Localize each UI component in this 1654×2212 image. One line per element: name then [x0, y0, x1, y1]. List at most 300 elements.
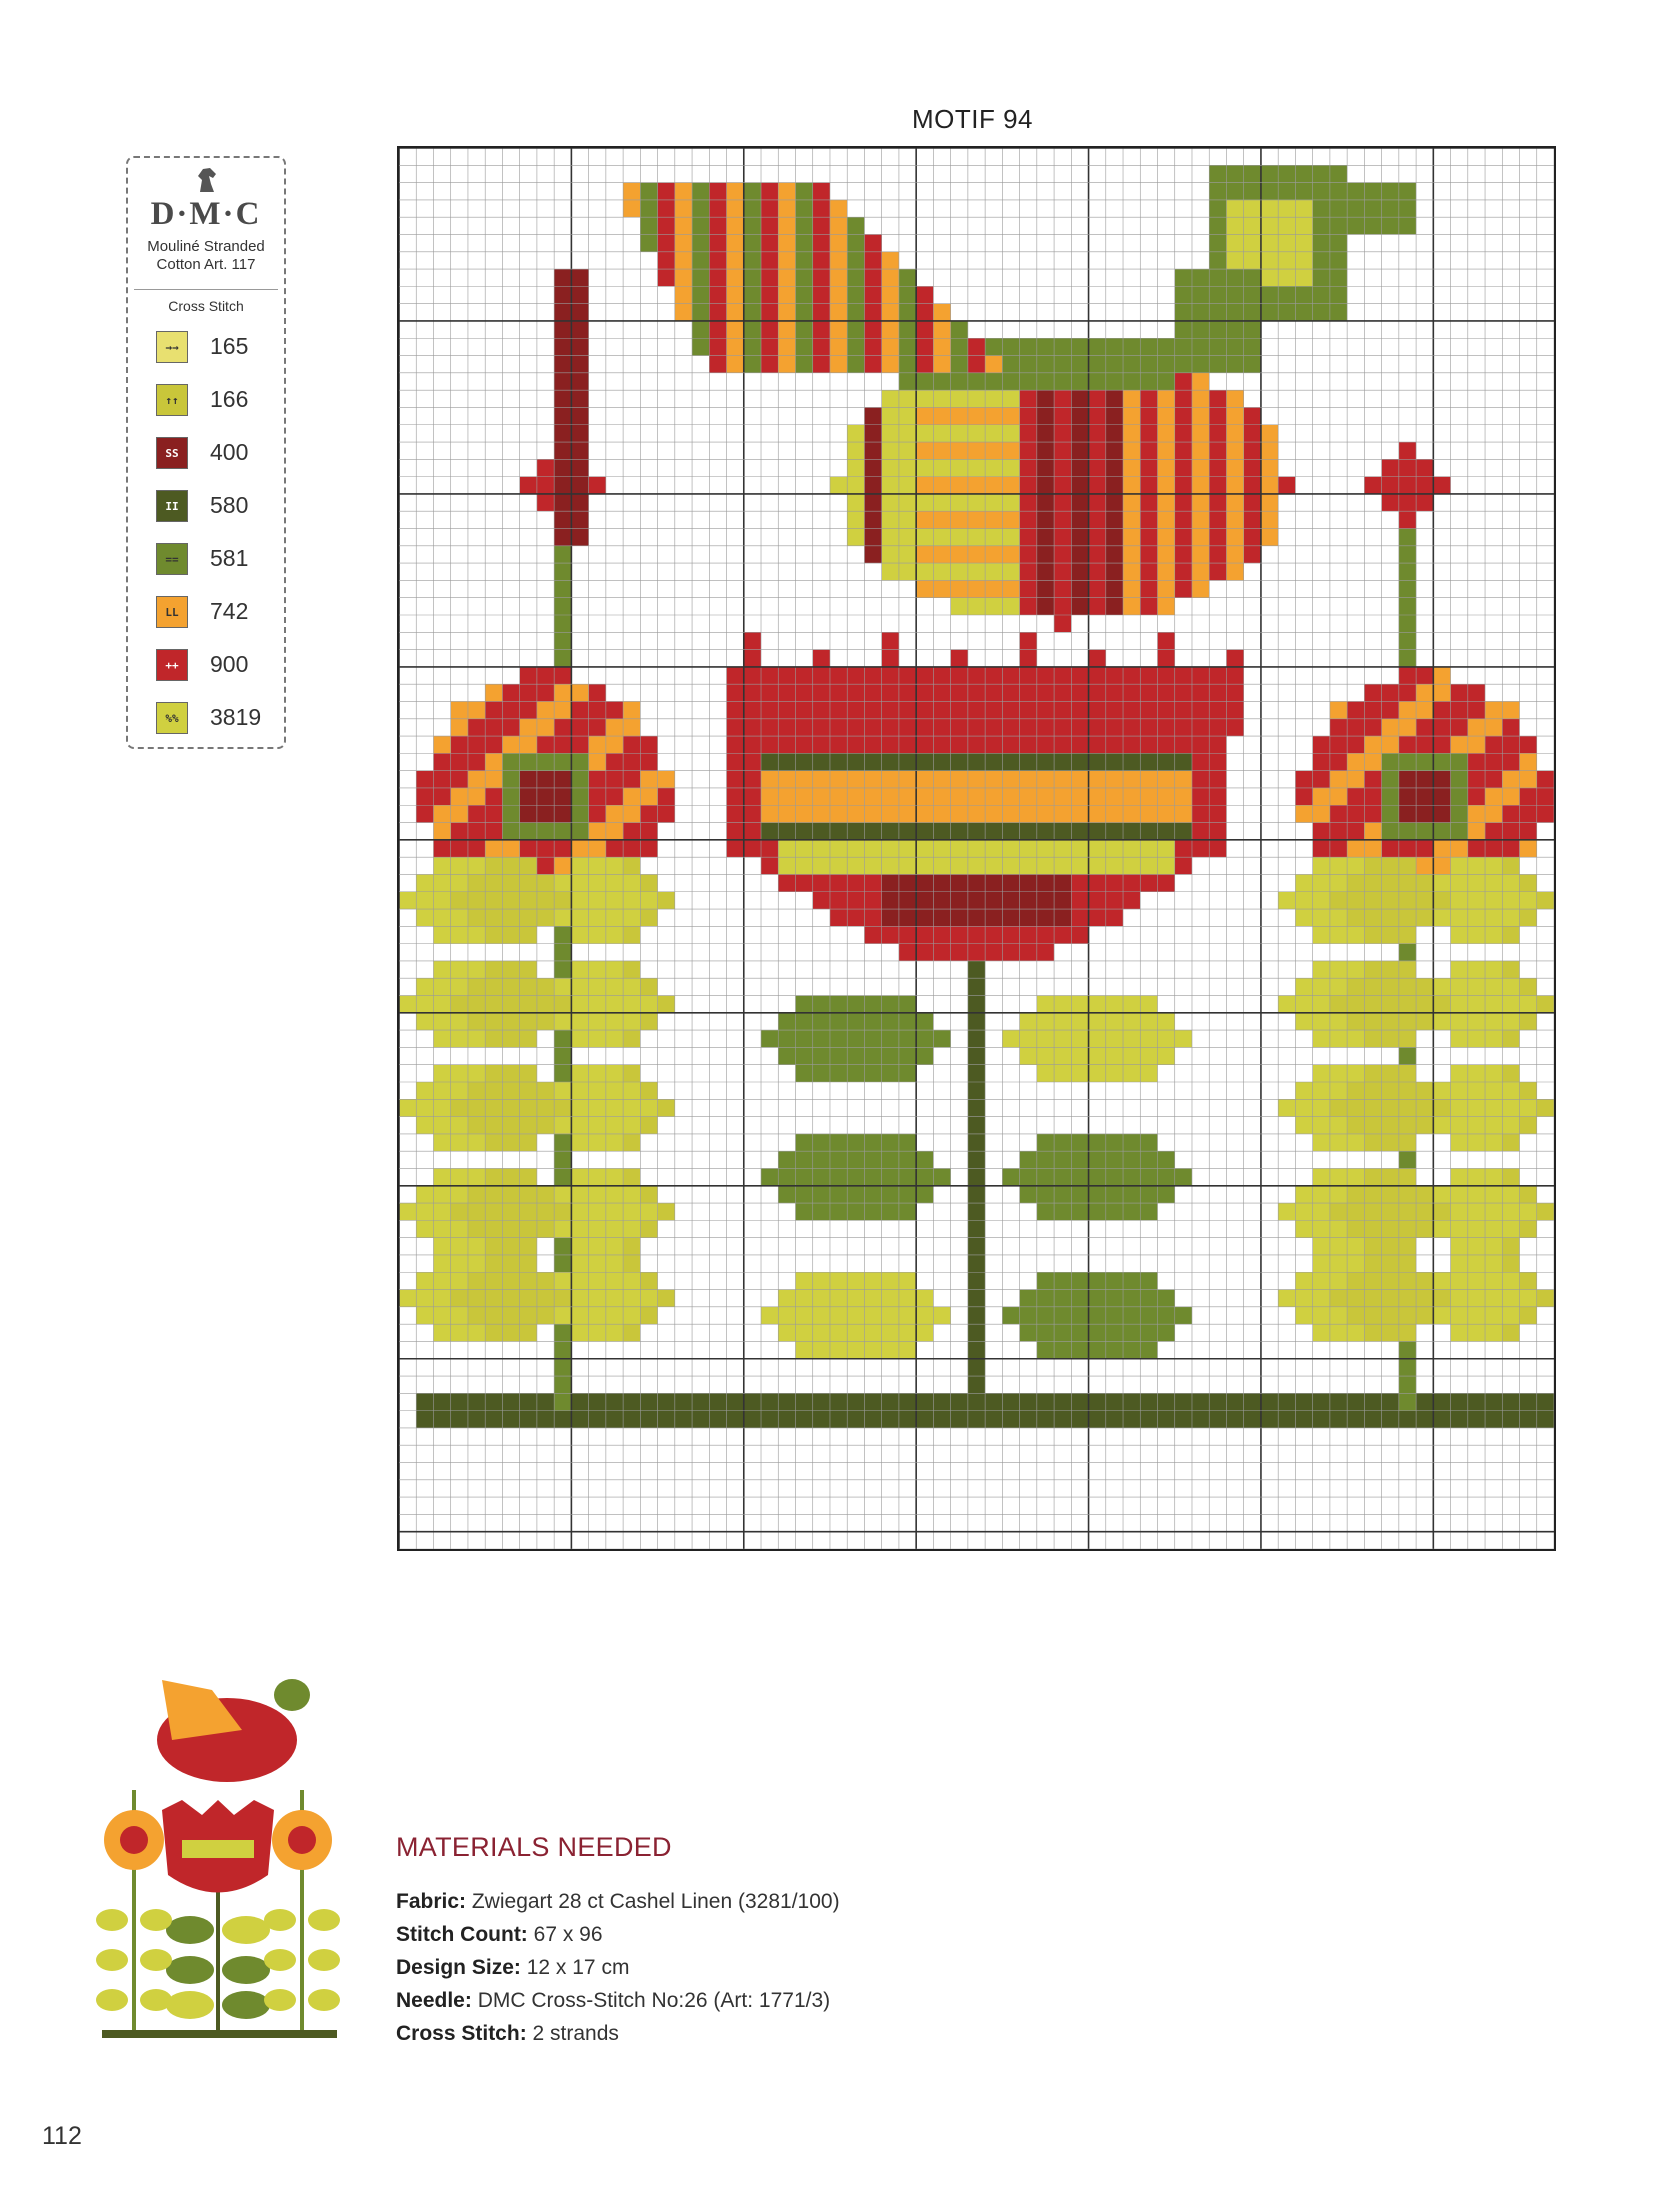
stitch-400: [1071, 563, 1088, 580]
stitch-900: [1347, 805, 1364, 822]
stitch-900: [589, 684, 606, 701]
stitch-400: [1037, 546, 1054, 563]
stitch-3819: [1502, 1117, 1519, 1134]
stitch-166: [520, 1168, 537, 1185]
stitch-3819: [1226, 217, 1243, 234]
stitch-3819: [571, 926, 588, 943]
stitch-3819: [640, 1203, 657, 1220]
stitch-581: [502, 771, 519, 788]
stitch-742: [847, 805, 864, 822]
stitch-581: [847, 1203, 864, 1220]
stitch-166: [1364, 926, 1381, 943]
stitch-742: [1226, 477, 1243, 494]
cross-stitch-label: Cross Stitch:: [396, 2022, 527, 2045]
stitch-3819: [433, 1324, 450, 1341]
stitch-900: [864, 321, 881, 338]
stitch-166: [520, 1013, 537, 1030]
stitch-400: [554, 529, 571, 546]
stitch-3819: [1433, 1082, 1450, 1099]
stitch-900: [761, 200, 778, 217]
stitch-900: [813, 736, 830, 753]
stitch-400: [1037, 494, 1054, 511]
legend-item-742: [156, 593, 276, 629]
stitch-900: [864, 338, 881, 355]
stitch-742: [916, 546, 933, 563]
stitch-3819: [847, 1272, 864, 1289]
stitch-3819: [589, 1290, 606, 1307]
stitch-3819: [606, 978, 623, 995]
stitch-3819: [916, 1307, 933, 1324]
stitch-900: [1140, 546, 1157, 563]
stitch-742: [1261, 425, 1278, 442]
stitch-3819: [571, 1117, 588, 1134]
stitch-580: [968, 1238, 985, 1255]
stitch-742: [1399, 701, 1416, 718]
stitch-580: [830, 823, 847, 840]
stitch-581: [864, 1134, 881, 1151]
stitch-742: [1330, 701, 1347, 718]
stitch-581: [1123, 1186, 1140, 1203]
stitch-400: [1416, 771, 1433, 788]
stitch-742: [830, 321, 847, 338]
stitch-900: [1209, 736, 1226, 753]
stitch-900: [1089, 529, 1106, 546]
stitch-3819: [1485, 1013, 1502, 1030]
stitch-900: [1399, 459, 1416, 476]
stitch-581: [1382, 805, 1399, 822]
stitch-3819: [433, 978, 450, 995]
stitch-3819: [451, 926, 468, 943]
stitch-580: [623, 1393, 640, 1410]
stitch-400: [1037, 598, 1054, 615]
stitch-742: [727, 217, 744, 234]
design-size-line: [396, 1956, 629, 1980]
stitch-900: [709, 304, 726, 321]
stitch-166: [485, 874, 502, 891]
stitch-580: [1140, 1393, 1157, 1410]
legend-item-166: [156, 381, 276, 417]
stitch-581: [1054, 373, 1071, 390]
stitch-166: [468, 1099, 485, 1116]
stitch-3819: [899, 563, 916, 580]
stitch-900: [1020, 511, 1037, 528]
stitch-3819: [1089, 996, 1106, 1013]
stitch-900: [951, 701, 968, 718]
stitch-900: [1330, 840, 1347, 857]
stitch-166: [623, 961, 640, 978]
stitch-742: [640, 771, 657, 788]
stitch-742: [1089, 805, 1106, 822]
stitch-580: [951, 823, 968, 840]
stitch-742: [1020, 771, 1037, 788]
stitch-581: [571, 753, 588, 770]
stitch-581: [899, 373, 916, 390]
stitch-3819: [1020, 840, 1037, 857]
stitch-742: [1382, 719, 1399, 736]
stitch-581: [916, 1013, 933, 1030]
stitch-581: [1054, 1341, 1071, 1358]
stitch-581: [813, 1065, 830, 1082]
stitch-166: [1502, 1134, 1519, 1151]
stitch-900: [1037, 944, 1054, 961]
stitch-3819: [1502, 1272, 1519, 1289]
stitch-3819: [571, 874, 588, 891]
stitch-742: [916, 511, 933, 528]
stitch-3819: [1313, 1134, 1330, 1151]
stitch-3819: [1330, 1307, 1347, 1324]
stitch-742: [623, 788, 640, 805]
stitch-742: [1123, 390, 1140, 407]
stitch-581: [1037, 1151, 1054, 1168]
stitch-900: [899, 684, 916, 701]
stitch-580: [1123, 753, 1140, 770]
stitch-581: [1020, 1151, 1037, 1168]
stitch-3819: [1278, 200, 1295, 217]
stitch-900: [1123, 667, 1140, 684]
stitch-581: [1192, 269, 1209, 286]
stitch-166: [502, 1168, 519, 1185]
stitch-900: [1140, 719, 1157, 736]
stitch-166: [1364, 1272, 1381, 1289]
stitch-581: [778, 1047, 795, 1064]
stitch-900: [1020, 529, 1037, 546]
stitch-166: [1382, 1134, 1399, 1151]
stitch-166: [468, 1203, 485, 1220]
stitch-742: [761, 788, 778, 805]
stitch-581: [571, 788, 588, 805]
stitch-3819: [606, 996, 623, 1013]
stitch-742: [1192, 511, 1209, 528]
stitch-742: [1226, 546, 1243, 563]
stitch-400: [537, 771, 554, 788]
stitch-581: [1330, 252, 1347, 269]
stitch-3819: [1313, 978, 1330, 995]
stitch-581: [795, 304, 812, 321]
stitch-900: [916, 286, 933, 303]
stitch-3819: [554, 1186, 571, 1203]
stitch-900: [1089, 390, 1106, 407]
stitch-3819: [1451, 1168, 1468, 1185]
stitch-900: [485, 788, 502, 805]
stitch-581: [1071, 1168, 1088, 1185]
stitch-3819: [606, 1272, 623, 1289]
stitch-742: [830, 217, 847, 234]
stitch-900: [727, 771, 744, 788]
stitch-3819: [1313, 1203, 1330, 1220]
stitch-900: [1502, 823, 1519, 840]
stitch-3819: [433, 1272, 450, 1289]
stitch-166: [520, 1186, 537, 1203]
stitch-3819: [899, 857, 916, 874]
stitch-742: [1158, 563, 1175, 580]
stitch-580: [968, 1134, 985, 1151]
stitch-400: [1054, 874, 1071, 891]
stitch-3819: [968, 494, 985, 511]
stitch-166: [1347, 996, 1364, 1013]
stitch-900: [709, 217, 726, 234]
stitch-742: [1158, 494, 1175, 511]
stitch-3819: [1089, 1013, 1106, 1030]
stitch-3819: [589, 1117, 606, 1134]
stitch-581: [933, 1030, 950, 1047]
stitch-166: [1433, 1203, 1450, 1220]
stitch-166: [502, 1238, 519, 1255]
stitch-900: [1140, 390, 1157, 407]
stitch-3819: [1502, 1013, 1519, 1030]
stitch-166: [520, 1324, 537, 1341]
stitch-166: [520, 1082, 537, 1099]
stitch-581: [847, 234, 864, 251]
stitch-3819: [1295, 252, 1312, 269]
stitch-742: [727, 286, 744, 303]
stitch-3819: [1451, 1186, 1468, 1203]
stitch-581: [1089, 1307, 1106, 1324]
stitch-580: [933, 1411, 950, 1428]
stitch-900: [847, 719, 864, 736]
stitch-3819: [1502, 892, 1519, 909]
stitch-900: [1089, 407, 1106, 424]
stitch-742: [778, 304, 795, 321]
stitch-166: [502, 1013, 519, 1030]
stitch-3819: [554, 1117, 571, 1134]
stitch-742: [727, 234, 744, 251]
stitch-581: [1089, 1134, 1106, 1151]
stitch-3819: [416, 1099, 433, 1116]
stitch-581: [502, 805, 519, 822]
stitch-900: [1244, 511, 1261, 528]
stitch-580: [985, 1411, 1002, 1428]
stitch-742: [1416, 857, 1433, 874]
stitch-3819: [1330, 1168, 1347, 1185]
stitch-3819: [847, 511, 864, 528]
stitch-742: [916, 442, 933, 459]
stitch-742: [951, 805, 968, 822]
stitch-3819: [606, 926, 623, 943]
stitch-3819: [1468, 926, 1485, 943]
stitch-900: [916, 944, 933, 961]
stitch-3819: [1295, 996, 1312, 1013]
stitch-900: [1089, 650, 1106, 667]
stitch-581: [1313, 165, 1330, 182]
stitch-3819: [451, 1168, 468, 1185]
stitch-3819: [1071, 1047, 1088, 1064]
stitch-3819: [1278, 252, 1295, 269]
stitch-580: [1106, 823, 1123, 840]
stitch-166: [1416, 1272, 1433, 1289]
stitch-900: [1192, 701, 1209, 718]
stitch-3819: [606, 892, 623, 909]
stitch-166: [485, 1099, 502, 1116]
stitch-581: [899, 338, 916, 355]
stitch-581: [554, 1238, 571, 1255]
stitch-3819: [1261, 200, 1278, 217]
brand-subtitle-line2: Cotton Art. 117: [156, 256, 256, 273]
stitch-3819: [433, 1307, 450, 1324]
stitch-166: [1399, 1307, 1416, 1324]
stitch-900: [1451, 701, 1468, 718]
stitch-166: [1347, 892, 1364, 909]
stitch-900: [830, 667, 847, 684]
stitch-742: [1364, 753, 1381, 770]
stitch-400: [951, 909, 968, 926]
stitch-580: [1020, 823, 1037, 840]
stitch-900: [847, 736, 864, 753]
stitch-580: [933, 753, 950, 770]
thread-code: 165: [210, 333, 249, 359]
stitch-742: [1037, 788, 1054, 805]
stitch-580: [916, 753, 933, 770]
stitch-742: [1502, 771, 1519, 788]
stitch-166: [537, 1307, 554, 1324]
stitch-count-label: Stitch Count:: [396, 1923, 528, 1946]
stitch-400: [899, 909, 916, 926]
stitch-581: [795, 269, 812, 286]
stitch-580: [968, 1220, 985, 1237]
stitch-3819: [571, 1013, 588, 1030]
stitch-580: [1364, 1393, 1381, 1410]
stitch-900: [1054, 477, 1071, 494]
stitch-581: [882, 1186, 899, 1203]
stitch-581: [1399, 615, 1416, 632]
stitch-3819: [916, 529, 933, 546]
stitch-166: [502, 1220, 519, 1237]
stitch-900: [1089, 580, 1106, 597]
stitch-166: [1502, 1238, 1519, 1255]
stitch-900: [1089, 459, 1106, 476]
stitch-166: [1399, 1324, 1416, 1341]
stitch-400: [933, 874, 950, 891]
stitch-166: [520, 1134, 537, 1151]
stitch-900: [1089, 684, 1106, 701]
stitch-581: [813, 1134, 830, 1151]
stitch-581: [795, 1203, 812, 1220]
stitch-900: [727, 788, 744, 805]
stitch-3819: [1037, 1065, 1054, 1082]
stitch-900: [830, 701, 847, 718]
stitch-581: [554, 563, 571, 580]
stitch-580: [1158, 1393, 1175, 1410]
stitch-581: [1140, 1324, 1157, 1341]
stitch-900: [1416, 840, 1433, 857]
stitch-742: [451, 805, 468, 822]
stitch-581: [1244, 183, 1261, 200]
stitch-3819: [985, 598, 1002, 615]
stitch-580: [795, 753, 812, 770]
stitch-3819: [554, 978, 571, 995]
stitch-900: [1140, 598, 1157, 615]
stitch-900: [1364, 477, 1381, 494]
stitch-900: [1192, 788, 1209, 805]
stitch-900: [1054, 684, 1071, 701]
stitch-581: [1330, 165, 1347, 182]
stitch-900: [813, 200, 830, 217]
stitch-580: [968, 753, 985, 770]
preview-side-leaf: [308, 1909, 340, 1931]
stitch-166: [1347, 1220, 1364, 1237]
stitch-400: [554, 805, 571, 822]
stitch-580: [1002, 823, 1019, 840]
stitch-900: [1175, 546, 1192, 563]
stitch-3819: [1468, 1290, 1485, 1307]
stitch-900: [882, 736, 899, 753]
stitch-581: [795, 217, 812, 234]
stitch-3819: [1295, 1099, 1312, 1116]
stitch-900: [727, 840, 744, 857]
stitch-3819: [1451, 892, 1468, 909]
stitch-742: [1158, 459, 1175, 476]
stitch-3819: [1278, 234, 1295, 251]
stitch-900: [1054, 425, 1071, 442]
stitch-742: [882, 771, 899, 788]
stitch-900: [864, 701, 881, 718]
stitch-3819: [933, 857, 950, 874]
stitch-742: [1416, 701, 1433, 718]
stitch-3819: [795, 1341, 812, 1358]
stitch-400: [571, 286, 588, 303]
stitch-581: [847, 1134, 864, 1151]
stitch-3819: [1468, 1030, 1485, 1047]
stitch-742: [1192, 390, 1209, 407]
stitch-742: [985, 771, 1002, 788]
stitch-900: [830, 892, 847, 909]
stitch-580: [899, 823, 916, 840]
stitch-900: [1175, 511, 1192, 528]
stitch-3819: [623, 996, 640, 1013]
stitch-900: [744, 701, 761, 718]
stitch-166: [1520, 1186, 1537, 1203]
stitch-742: [623, 701, 640, 718]
stitch-166: [1347, 978, 1364, 995]
stitch-900: [899, 701, 916, 718]
stitch-3819: [1451, 1255, 1468, 1272]
stitch-580: [1106, 1393, 1123, 1410]
stitch-166: [1364, 996, 1381, 1013]
stitch-580: [1089, 1393, 1106, 1410]
stitch-742: [1226, 390, 1243, 407]
stitch-742: [951, 477, 968, 494]
stitch-580: [658, 1393, 675, 1410]
stitch-3819: [778, 1290, 795, 1307]
stitch-742: [1002, 771, 1019, 788]
stitch-400: [985, 874, 1002, 891]
stitch-3819: [847, 477, 864, 494]
stitch-3819: [1089, 1030, 1106, 1047]
stitch-900: [537, 857, 554, 874]
stitch-900: [864, 909, 881, 926]
stitch-900: [1209, 546, 1226, 563]
stitch-900: [1416, 719, 1433, 736]
stitch-166: [485, 1168, 502, 1185]
stitch-742: [675, 234, 692, 251]
stitch-900: [744, 650, 761, 667]
stitch-3819: [1295, 978, 1312, 995]
stitch-581: [795, 286, 812, 303]
stitch-3819: [1520, 1290, 1537, 1307]
stitch-900: [1175, 529, 1192, 546]
stitch-581: [1399, 1359, 1416, 1376]
stitch-900: [1089, 477, 1106, 494]
stitch-3819: [416, 996, 433, 1013]
stitch-581: [1106, 1324, 1123, 1341]
stitch-742: [589, 823, 606, 840]
stitch-166: [1382, 1099, 1399, 1116]
stitch-742: [1123, 477, 1140, 494]
stitch-900: [778, 719, 795, 736]
stitch-581: [1140, 1203, 1157, 1220]
stitch-900: [1020, 425, 1037, 442]
stitch-742: [1192, 425, 1209, 442]
stitch-400: [1106, 563, 1123, 580]
